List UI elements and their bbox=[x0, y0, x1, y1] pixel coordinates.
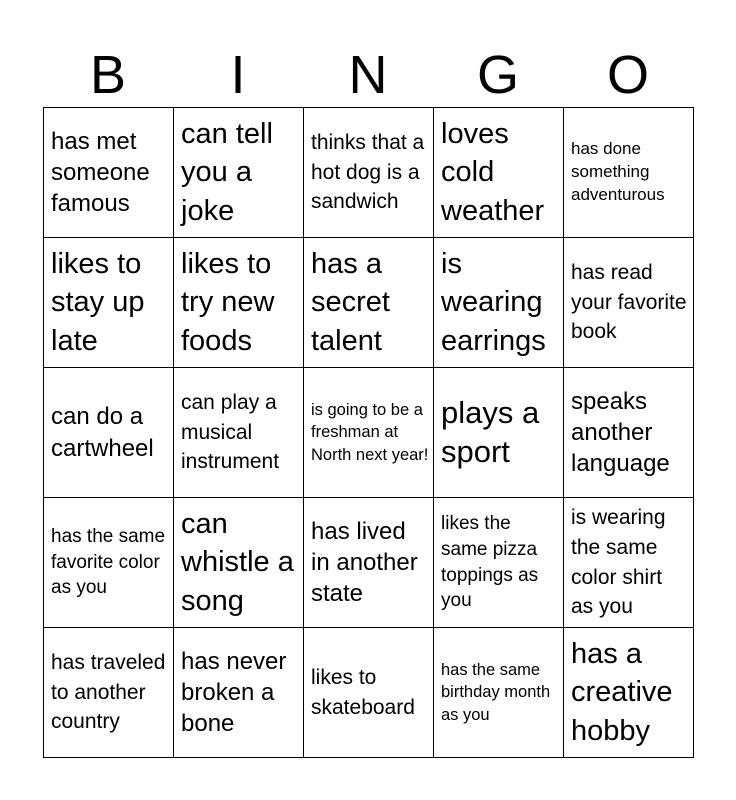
cell-text: is wearing the same color shirt as you bbox=[571, 505, 666, 619]
bingo-cell[interactable] bbox=[44, 238, 174, 368]
bingo-cell[interactable] bbox=[304, 108, 434, 238]
cell-text: can tell you a joke bbox=[181, 118, 273, 227]
bingo-cell[interactable] bbox=[174, 238, 304, 368]
bingo-cell[interactable] bbox=[564, 238, 694, 368]
cell-text: plays a sport bbox=[441, 395, 540, 469]
cell-text: loves cold weather bbox=[441, 118, 545, 227]
bingo-cell[interactable] bbox=[434, 368, 564, 498]
bingo-cell[interactable] bbox=[174, 108, 304, 238]
bingo-cell[interactable] bbox=[564, 368, 694, 498]
bingo-cell[interactable] bbox=[434, 498, 564, 628]
cell-text: likes to try new foods bbox=[181, 248, 275, 357]
header-letter-n: N bbox=[348, 45, 388, 105]
cell-text: has the same favorite color as you bbox=[51, 526, 166, 599]
bingo-cell[interactable] bbox=[44, 108, 174, 238]
cell-text: likes to stay up late bbox=[51, 248, 145, 357]
header-letter-g: G bbox=[476, 45, 519, 105]
cell-text: has lived in another state bbox=[311, 517, 418, 608]
cell-text: likes to skateboard bbox=[311, 665, 415, 719]
cell-text: can whistle a song bbox=[181, 508, 294, 617]
cell-text: is wearing earrings bbox=[441, 248, 546, 357]
cell-text: has traveled to another country bbox=[51, 650, 166, 734]
header-letter-i: I bbox=[230, 45, 246, 105]
bingo-cell[interactable] bbox=[434, 238, 564, 368]
bingo-cell[interactable] bbox=[564, 628, 694, 758]
bingo-cell[interactable] bbox=[304, 498, 434, 628]
bingo-cell[interactable] bbox=[44, 368, 174, 498]
bingo-cell[interactable] bbox=[434, 108, 564, 238]
cell-text: likes the same pizza toppings as you bbox=[441, 513, 539, 612]
cell-text: is going to be a freshman at North next year! bbox=[311, 400, 429, 464]
cell-text: has the same birthday month as you bbox=[441, 660, 551, 724]
bingo-cell[interactable] bbox=[304, 238, 434, 368]
cell-text: has done something adventurous bbox=[571, 139, 665, 204]
bingo-cell[interactable] bbox=[304, 628, 434, 758]
bingo-header bbox=[43, 44, 693, 106]
bingo-cell[interactable] bbox=[174, 498, 304, 628]
bingo-cell[interactable] bbox=[304, 368, 434, 498]
bingo-cell[interactable] bbox=[174, 628, 304, 758]
bingo-cell[interactable] bbox=[44, 628, 174, 758]
bingo-cell[interactable] bbox=[564, 108, 694, 238]
cell-text: can play a musical instrument bbox=[181, 390, 280, 474]
bingo-cell[interactable] bbox=[434, 628, 564, 758]
bingo-board bbox=[43, 107, 694, 758]
cell-text: has a secret talent bbox=[311, 248, 390, 357]
header-letter-b: B bbox=[89, 45, 127, 105]
bingo-cell[interactable] bbox=[44, 498, 174, 628]
cell-text: speaks another language bbox=[571, 387, 670, 478]
bingo-cell[interactable] bbox=[174, 368, 304, 498]
cell-text: thinks that a hot dog is a sandwich bbox=[311, 130, 425, 214]
cell-text: has never broken a bone bbox=[181, 647, 287, 738]
bingo-cell[interactable] bbox=[564, 498, 694, 628]
cell-text: has met someone famous bbox=[51, 127, 150, 218]
cell-text: has a creative hobby bbox=[571, 638, 673, 747]
header-letter-o: O bbox=[606, 45, 649, 105]
cell-text: has read your favorite book bbox=[571, 260, 687, 344]
cell-text: can do a cartwheel bbox=[51, 403, 154, 462]
